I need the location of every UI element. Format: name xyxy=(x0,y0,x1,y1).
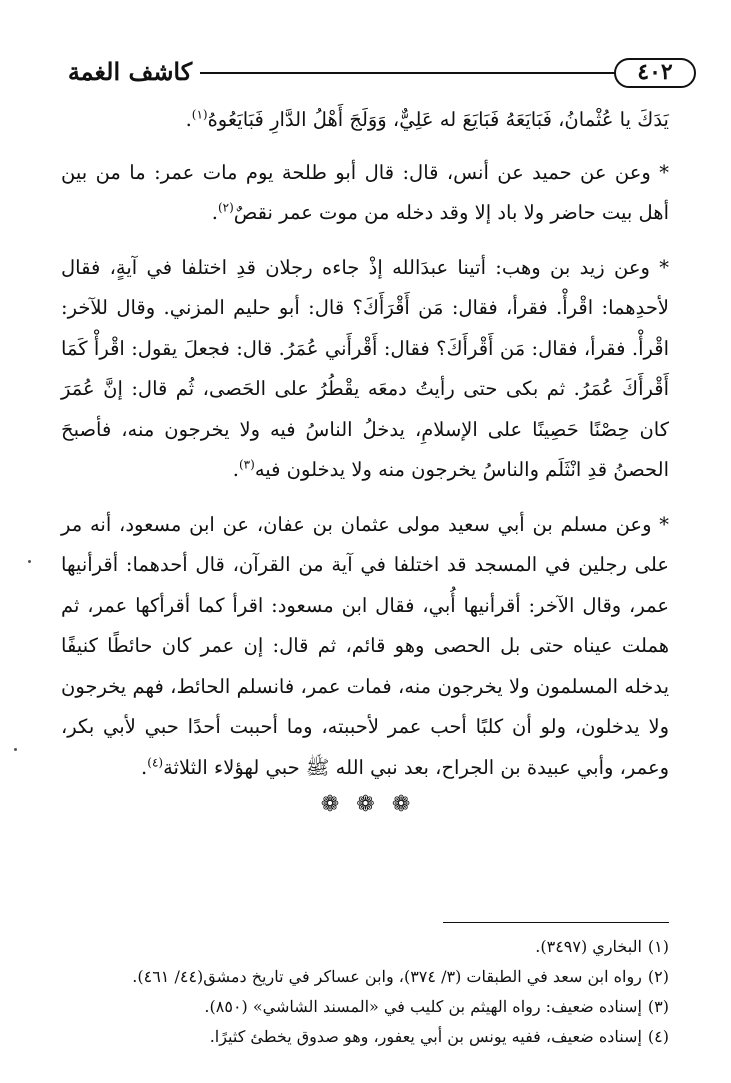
paragraph-end: . xyxy=(141,755,148,779)
footnote-number: (٢) xyxy=(647,967,669,986)
footnote-1 xyxy=(49,932,669,962)
paragraph-2 xyxy=(61,153,669,234)
main-text xyxy=(61,100,669,788)
footnote-text: البخاري (٣٤٩٧). xyxy=(535,937,642,956)
paragraph-text: * وعن مسلم بن أبي سعيد مولى عثمان بن عفان، عن ابن مسعود، أنه مر على رجلين في المسجد قد اختلفا في آية من القرآن، قال أحدهما: أقرأنيها عمر، وقال الآخر: أقرأنيها أُبي، فقال ابن مسعود: اقرأ كما أقرأكها عمر، ثم هملت عيناه حتى بل الحصى وهو قائم، ثم قال: إن عمر كان حائطًا كنيفًا يدخله المسلمون ولا يخرجون منه، فمات عمر، فانسلم الحائط، فهم يخرجون ولا يدخلون، ولو أن كلبًا أحب عمر لأحببته، وما أحببت أحدًا حبي لأبي بكر، وعمر، وأبي عبيدة بن الجراح، بعد نبي الله ﷺ حبي لهؤلاء الثلاثة xyxy=(61,512,669,779)
footnote-ref[interactable]: (٢) xyxy=(217,200,234,215)
paragraph-4 xyxy=(61,505,669,789)
flower-ornament-icon: ❁ xyxy=(320,792,340,817)
footnote-3 xyxy=(49,992,669,1022)
footnotes xyxy=(49,932,669,1052)
paragraph-end: . xyxy=(185,108,192,131)
footnote-ref[interactable]: (١) xyxy=(191,107,208,122)
paragraph-3 xyxy=(61,248,669,491)
footnote-text: إسناده ضعيف، ففيه يونس بن أبي يعفور، وهو صدوق يخطئ كثيرًا. xyxy=(209,1027,642,1046)
footnote-ref[interactable]: (٤) xyxy=(147,755,164,769)
flower-ornament-icon: ❁ xyxy=(356,792,375,817)
paragraph-end: . xyxy=(211,201,218,224)
section-separator xyxy=(0,790,731,820)
paragraph-text: * وعن عن حميد عن أنس، قال: قال أبو طلحة يوم مات عمر: ما من بين أهل بيت حاضر ولا باد إلا وقد دخله من موت عمر نقصٌ xyxy=(61,160,669,224)
paragraph-text: يَدَكَ يا عُثْمانُ، فَبَايَعَهُ فَبَايَعَ له عَلِيٌّ، وَوَلَجَ أَهْلُ الدَّارِ فَبَايَعُوهُ xyxy=(207,108,669,131)
footnote-2 xyxy=(49,962,669,992)
footnote-text: إسناده ضعيف: رواه الهيثم بن كليب في «المسند الشاشي» (٨٥٠). xyxy=(204,997,642,1016)
book-title: كاشف الغمة xyxy=(60,56,200,88)
paragraph-end: . xyxy=(232,458,239,481)
flower-ornament-icon: ❁ xyxy=(391,792,411,817)
page-header xyxy=(60,52,696,96)
paragraph-text: * وعن زيد بن وهب: أتينا عبدَالله إذْ جاءه رجلان قدِ اختلفا في آيةٍ، فقال لأحدِهما: اقْرأْ. فقرأ، فقال: مَن أَقْرَأَكَ؟ قال: أبو حليم المزني. وقال للآخر: اقْرأْ. فقرأ، فقال: مَن أَقْرأَكَ؟ فقال: أَقْرأَني عُمَرُ. قال: فجعلَ يقول: اقْرأْ كَمَا أَقْرأَكَ عُمَرُ. ثم بكى حتى رأيتُ دمعَه يقْطُرُ على الحَصى، ثُم قال: إنَّ عُمَرَ كان حِصْنًا حَصِينًا على الإسلامِ، يدخلُ الناسُ فيه ولا يخرجون منه، فأصبحَ الحصنُ قدِ انْثَلَم والناسُ يخرجون منه ولا يدخلون فيه xyxy=(61,255,669,481)
page-number: ٤٠٢ xyxy=(614,58,696,88)
header-rule xyxy=(188,72,618,74)
scan-speck xyxy=(14,748,17,751)
footnote-rule xyxy=(443,922,669,923)
footnote-number: (١) xyxy=(647,937,669,956)
footnote-ref[interactable]: (٣) xyxy=(238,457,255,472)
footnote-text: رواه ابن سعد في الطبقات (٣/ ٣٧٤)، وابن عساكر في تاريخ دمشق(٤٤/ ٤٦١). xyxy=(132,967,642,986)
footnote-number: (٤) xyxy=(647,1027,669,1046)
paragraph-1 xyxy=(61,100,669,141)
footnote-4 xyxy=(49,1022,669,1052)
scan-speck xyxy=(28,560,31,563)
footnote-number: (٣) xyxy=(647,997,669,1016)
